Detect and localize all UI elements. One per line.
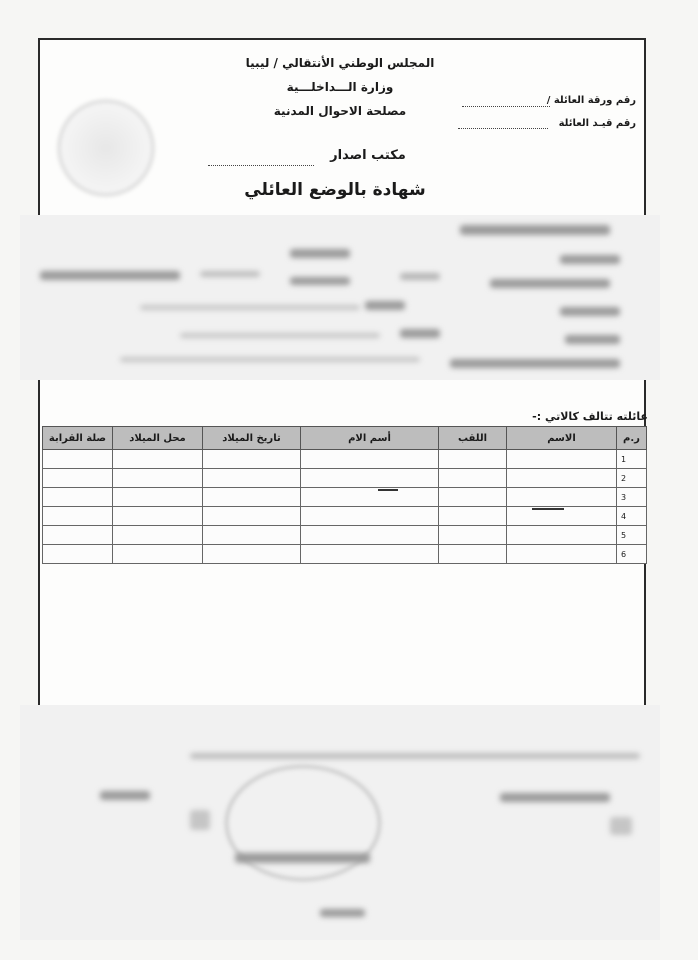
col-header-mother-name: أسم الام [301, 427, 439, 450]
redacted-signature-area [20, 705, 660, 940]
table-row [43, 545, 647, 564]
col-header-birth-place: محل الميلاد [113, 427, 203, 450]
row-number: 6 [617, 545, 647, 564]
col-header-relationship: صلة القرابة [43, 427, 113, 450]
table-row [43, 526, 647, 545]
redacted-personal-info [20, 215, 660, 380]
col-header-name: الاسم [507, 427, 617, 450]
table-header-row [43, 427, 647, 450]
table-mark [378, 489, 398, 491]
seal-stamp [58, 100, 154, 196]
row-number: 4 [617, 507, 647, 526]
col-header-surname: اللقب [439, 427, 507, 450]
row-number: 5 [617, 526, 647, 545]
family-sheet-number-label: رقم ورقة العائلة / [546, 95, 636, 106]
table-row [43, 450, 647, 469]
family-members-label: عائلته تتالف كالاتي :- [532, 410, 648, 423]
header-line-council: المجلس الوطني الأنتقالي / ليبيا [245, 56, 435, 70]
family-sheet-number-field [462, 106, 550, 107]
header-line-ministry: وزارة الـــداخلـــية [286, 80, 394, 94]
family-members-table [42, 426, 647, 564]
header-line-civil-status: مصلحة الاحوال المدنية [273, 104, 407, 118]
row-number: 3 [617, 488, 647, 507]
col-header-serial: ر.م [617, 427, 647, 450]
issuing-office-label: مكتب اصدار [330, 148, 406, 163]
table-row [43, 488, 647, 507]
family-record-number-label: رقم قيـد العائلة [558, 118, 636, 129]
row-number: 1 [617, 450, 647, 469]
family-record-number-field [458, 128, 548, 129]
issuing-office-field [208, 165, 314, 166]
certificate-title: شهادة بالوضع العائلي [244, 180, 426, 200]
table-mark [532, 508, 564, 510]
table-row [43, 469, 647, 488]
row-number: 2 [617, 469, 647, 488]
col-header-birth-date: تاريخ الميلاد [203, 427, 301, 450]
